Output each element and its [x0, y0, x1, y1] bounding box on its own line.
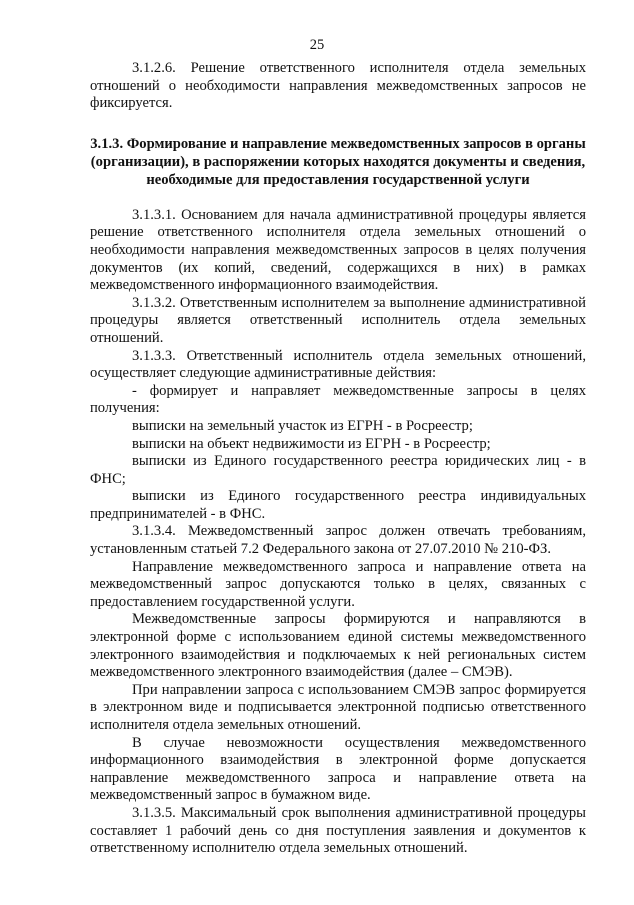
paragraph-paper-form: В случае невозможности осуществления межведомственного информационного взаимодействия в электронной форме допускается направление межведомственного запроса и направление ответа на межведомственный запрос в бумажном виде. — [90, 734, 586, 804]
paragraph-3-1-3-4: 3.1.3.4. Межведомственный запрос должен отвечать требованиям, установленным статьей 7.2 Федерального закона от 27.07.2010 № 210-ФЗ. — [90, 523, 586, 558]
paragraph-3-1-2-6: 3.1.2.6. Решение ответственного исполнителя отдела земельных отношений о необходимости направления межведомственных запросов не фиксируется. — [90, 60, 586, 112]
page-number: 25 — [309, 37, 325, 53]
list-item-egrn-land: выписки на земельный участок из ЕГРН - в Росреестр; — [132, 417, 473, 434]
paragraph-smev-electronic: Межведомственные запросы формируются и направляются в электронной форме с использованием единой системы межведомственного электронного взаимодействия и подключаемых к ней региональных систем межведомственного электронного взаимодействия (далее – СМЭВ). — [90, 611, 586, 681]
list-item-egrul: выписки из Единого государственного реестра юридических лиц - в ФНС; — [90, 453, 586, 487]
section-heading-3-1-3: 3.1.3. Формирование и направление межведомственных запросов в органы (организации), в распоряжении которых находятся документы и сведения, необходимые для предоставления государственной услуги — [90, 135, 586, 188]
list-item-egrn-realty: выписки на объект недвижимости из ЕГРН - в Росреестр; — [132, 435, 491, 452]
paragraph-request-purpose: Направление межведомственного запроса и направление ответа на межведомственный запрос допускаются только в целях, связанных с предоставлением государственной услуги. — [90, 558, 586, 610]
list-intro: - формирует и направляет межведомственные запросы в целях получения: — [90, 382, 586, 417]
list-item-egrip: выписки из Единого государственного реестра индивидуальных предпринимателей - в ФНС. — [90, 488, 586, 522]
paragraph-3-1-3-2: 3.1.3.2. Ответственным исполнителем за выполнение административной процедуры является ответственный исполнитель отдела земельных отношений. — [90, 294, 586, 346]
paragraph-3-1-3-1: 3.1.3.1. Основанием для начала административной процедуры является решение ответственного исполнителя отдела земельных отношений о необходимости направления межведомственных запросов в целях получения документов (их копий, сведений, содержащихся в них) в рамках межведомственного информационного взаимодействия. — [90, 206, 586, 294]
paragraph-3-1-3-5: 3.1.3.5. Максимальный срок выполнения административной процедуры составляет 1 рабочий день со дня поступления заявления и документов к ответственному исполнителю отдела земельных отношений. — [90, 804, 586, 857]
document-body — [90, 60, 586, 858]
paragraph-3-1-3-3: 3.1.3.3. Ответственный исполнитель отдела земельных отношений, осуществляет следующие административные действия: — [90, 347, 586, 382]
paragraph-smev-signature: При направлении запроса с использованием СМЭВ запрос формируется в электронном виде и подписывается электронной подписью ответственного исполнителя отдела земельных отношений. — [90, 681, 586, 733]
